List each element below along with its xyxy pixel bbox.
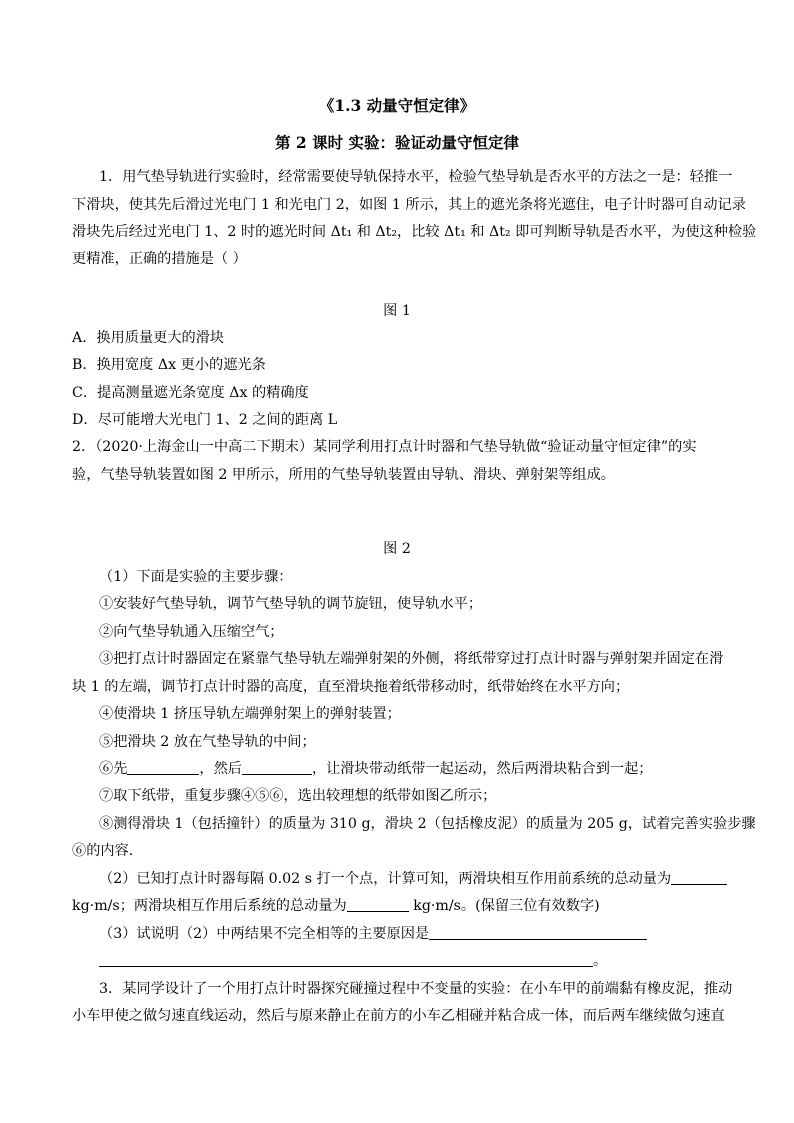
- q3-line-2: 小车甲使之做匀速直线运动，然后与原来静止在前方的小车乙相碰并粘合成一体，而后两车继续做匀速直: [72, 1008, 725, 1024]
- q1-option-a: A．换用质量更大的滑块: [72, 330, 225, 346]
- part3-text-a: （3）试说明（2）中两结果不完全相等的主要原因是: [99, 926, 430, 942]
- q3-line-1: 3．某同学设计了一个用打点计时器探究碰撞过程中不变量的实验：在小车甲的前端黏有橡皮泥，推动: [99, 981, 733, 997]
- q1-line-1: 1．用气垫导轨进行实验时，经常需要使导轨保持水平，检验气垫导轨是否水平的方法之一是：轻推一: [99, 169, 733, 185]
- q2-part3-line-1: [99, 924, 647, 944]
- q2-part2-line-2: [72, 896, 600, 916]
- q2-step-3a: ③把打点计时器固定在紧靠气垫导轨左端弹射架的外侧，将纸带穿过打点计时器与弹射架并固定在滑: [99, 651, 724, 667]
- q1-option-b: B．换用宽度 Δx 更小的遮光条: [72, 357, 266, 373]
- q2-step-1: ①安装好气垫导轨，调节气垫导轨的调节旋钮，使导轨水平；: [99, 596, 483, 612]
- q1-line-3: 滑块先后经过光电门 1、2 时的遮光时间 Δt₁ 和 Δt₂，比较 Δt₁ 和 Δt₂ 即可判断导轨是否水平，为使这种检验: [72, 224, 757, 240]
- q1-option-c: C．提高测量遮光条宽度 Δx 的精确度: [72, 385, 309, 401]
- part2-blank-1[interactable]: [671, 870, 727, 885]
- q1-line-4: 更精准，正确的措施是（ ）: [72, 251, 247, 267]
- q2-step-2: ②向气垫导轨通入压缩空气；: [99, 624, 284, 640]
- step6-prefix: ⑥先: [99, 761, 128, 777]
- q2-step-5: ⑤把滑块 2 放在气垫导轨的中间；: [99, 734, 316, 750]
- q2-step-4: ④使滑块 1 挤压导轨左端弹射架上的弹射装置；: [99, 706, 401, 722]
- q2-line-1: 2．（2020·上海金山一中高二下期末）某同学利用打点计时器和气垫导轨做“验证动量守恒定律”的实: [72, 439, 697, 455]
- q2-part3-line-2: [99, 951, 607, 971]
- document-subtitle: 第 2 课时 实验：验证动量守恒定律: [275, 133, 519, 152]
- q2-step-6: [99, 759, 652, 779]
- q1-line-2: 下滑块，使其先后滑过光电门 1 和光电门 2，如图 1 所示，其上的遮光条将光遮住，电子计时器可自动记录: [72, 197, 746, 213]
- q2-step-3b: 块 1 的左端，调节打点计时器的高度，直至滑块拖着纸带移动时，纸带始终在水平方向；: [72, 679, 630, 695]
- part3-blank-1[interactable]: [429, 925, 647, 940]
- q2-step-8b: ⑥的内容.: [72, 843, 134, 859]
- step6-blank-1[interactable]: [127, 760, 199, 775]
- part3-blank-2[interactable]: [99, 952, 593, 967]
- step6-middle: ，然后: [199, 761, 242, 777]
- document-title: 《1.3 动量守恒定律》: [318, 96, 476, 115]
- q2-step-8a: ⑧测得滑块 1（包括撞针）的质量为 310 g，滑块 2（包括橡皮泥）的质量为 205 g，试着完善实验步骤: [99, 816, 756, 832]
- q2-part2-line-1: [99, 869, 727, 889]
- q2-line-2: 验，气垫导轨装置如图 2 甲所示，所用的气垫导轨装置由导轨、滑块、弹射架等组成。: [72, 467, 615, 483]
- part2-text-a: （2）已知打点计时器每隔 0.02 s 打一个点，计算可知，两滑块相互作用前系统的总动量为: [99, 871, 672, 887]
- part2-blank-2[interactable]: [347, 897, 409, 912]
- step6-suffix: ，让滑块带动纸带一起运动，然后两滑块粘合到一起；: [311, 761, 653, 777]
- q2-part1-intro: （1）下面是实验的主要步骤：: [99, 569, 293, 585]
- figure-1-caption: 图 1: [383, 303, 411, 319]
- step6-blank-2[interactable]: [242, 760, 312, 775]
- figure-2-caption: 图 2: [383, 541, 411, 557]
- part3-end: 。: [593, 953, 608, 969]
- part2-text-b2: kg·m/s。(保留三位有效数字): [408, 898, 600, 914]
- q2-step-7: ⑦取下纸带，重复步骤④⑤⑥，选出较理想的纸带如图乙所示；: [99, 788, 497, 804]
- q1-option-d: D．尽可能增大光电门 1、2 之间的距离 L: [72, 412, 338, 428]
- part2-text-b1: kg·m/s；两滑块相互作用后系统的总动量为: [72, 898, 347, 914]
